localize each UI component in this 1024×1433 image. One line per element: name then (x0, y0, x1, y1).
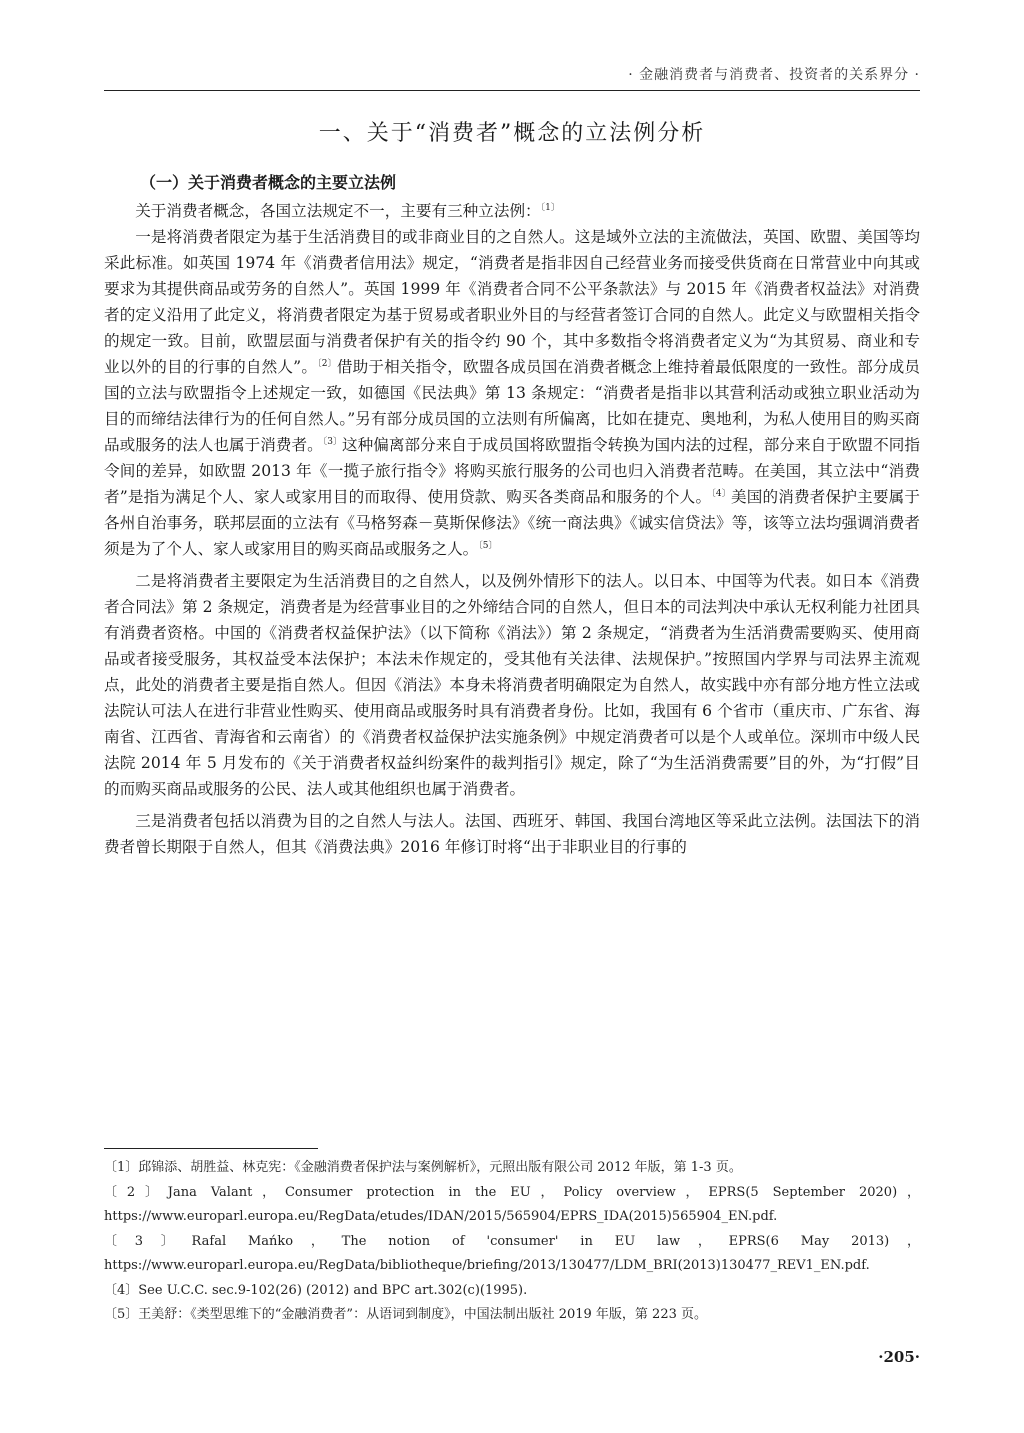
footnote: 〔1〕邱锦添、胡胜益、林克宪：《金融消费者保护法与案例解析》，元照出版有限公司 2012 年版，第 1-3 页。 (104, 1160, 742, 1175)
footnote-ref[interactable]: 〔5〕 (478, 541, 498, 551)
footnote-ref[interactable]: 〔2〕 (317, 359, 337, 369)
footnote: 〔4〕See U.C.C. sec.9-102(26) (2012) and BPC art.302(c)(1995). (104, 1282, 528, 1298)
paragraph: 关于消费者概念，各国立法规定不一，主要有三种立法例：$^{〔1〕}$ (135, 202, 560, 220)
paragraph: 二是将消费者主要限定为生活消费目的之自然人，以及例外情形下的法人。以日本、中国等为代表。如日本《消费者合同法》第 2 条规定，消费者是为经营事业目的之外缔结合同的自然人，但日本的司法判决中承认无权利能力社团具有消费者资格。中国的《消费者权益保护法》（以下简称《消法》）第 2 条规定，“消费者为生活消费需要购买、使用商品或者接受服务，其权益受本法保护；本法未作规定的，受其他有关法律、法规保护。”按照国内学界与司法界主流观点，此处的消费者主要是指自然人。但因《消法》本身未将消费者明确限定为自然人，故实践中亦有部分地方性立法或法院认可法人在进行非营业性购买、使用商品或服务时具有消费者身份。比如，我国有 6 个省市（重庆市、广东省、海南省、江西省、青海省和云南省）的《消费者权益保护法实施条例》中规定消费者可以是个人或单位。深圳市中级人民法院 2014 年 5 月发布的《关于消费者权益纠纷案件的裁判指引》规定，除了“为生活消费需要”目的外，为“打假”目的而购买商品或服务的公民、法人或其他组织也属于消费者。 (104, 572, 920, 798)
footnote: 〔2〕Jana Valant，Consumer protection in the EU，Policy overview，EPRS(5 September 2020)，https://www.europarl.europa.eu/RegData/etudes/IDAN/2015/565904/EPRS_IDA(2015)565904_EN.pdf. (104, 1184, 920, 1224)
body-text (104, 198, 920, 860)
footnote-rule (104, 1148, 318, 1149)
paragraph: 三是消费者包括以消费为目的之自然人与法人。法国、西班牙、韩国、我国台湾地区等采此立法例。法国法下的消费者曾长期限于自然人，但其《消费法典》2016 年修订时将“出于非职业目的行事的 (104, 812, 920, 856)
footnote-ref[interactable]: 〔1〕 (540, 203, 560, 213)
subsection-title: （一）关于消费者概念的主要立法例 (140, 173, 397, 192)
footnote-ref[interactable]: 〔4〕 (711, 489, 731, 499)
footnote: 〔5〕王美舒：《类型思维下的“金融消费者”：从语词到制度》，中国法制出版社 2019 年版，第 223 页。 (104, 1307, 707, 1322)
paragraph: 一是将消费者限定为基于生活消费目的或非商业目的之自然人。这是域外立法的主流做法，英国、欧盟、美国等均采此标准。如英国 1974 年《消费者信用法》规定，“消费者是指非因自己经营业务而接受供货商在日常营业中向其或要求为其提供商品或劳务的自然人”。英国 1999 年《消费者合同不公平条款法》与 2015 年《消费者权益法》对消费者的定义沿用了此定义，将消费者限定为基于贸易或者职业外目的与经营者签订合同的自然人。此定义与欧盟相关指令的规定一致。目前，欧盟层面与消费者保护有关的指令约 90 个，其中多数指令将消费者定义为“为其贸易、商业和专业以外的目的行事的自然人”。$^{〔2〕}$借助于相关指令，欧盟各成员国在消费者概念上维持着最低限度的一致性。部分成员国的立法与欧盟指令上述规定一致，如德国《民法典》第 13 条规定：“消费者是指非以其营利活动或独立职业活动为目的而缔结法律行为的任何自然人。”另有部分成员国的立法则有所偏离，比如在捷克、奥地利，为私人使用目的购买商品或服务的法人也属于消费者。$^{〔3〕}$这种偏离部分来自于成员国将欧盟指令转换为国内法的过程，部分来自于欧盟不同指令间的差异，如欧盟 2013 年《一揽子旅行指令》将购买旅行服务的公司也归入消费者范畴。在美国，其立法中“消费者”是指为满足个人、家人或家用目的而取得、使用贷款、购买各类商品和服务的个人。$^{〔4〕}$美国的消费者保护主要属于各州自治事务，联邦层面的立法有《马格努森－莫斯保修法》《统一商法典》《诚实信贷法》等，该等立法均强调消费者须是为了个人、家人或家用目的购买商品或服务之人。$^{〔5〕}$ (104, 228, 920, 558)
header-rule (104, 90, 920, 91)
running-header: · 金融消费者与消费者、投资者的关系界分 · (628, 67, 920, 83)
section-title: 一、关于“消费者”概念的立法例分析 (318, 121, 706, 146)
footnotes (104, 1156, 920, 1328)
footnote: 〔3〕Rafal Mańko，The notion of 'consumer' in EU law，EPRS(6 May 2013)，https://www.europarl.europa.eu/RegData/bibliotheque/briefing/2013/130477/LDM_BRI(2013)130477_REV1_EN.pdf. (104, 1233, 920, 1273)
footnote-ref[interactable]: 〔3〕 (322, 437, 343, 447)
page-number: ·205· (878, 1348, 920, 1366)
